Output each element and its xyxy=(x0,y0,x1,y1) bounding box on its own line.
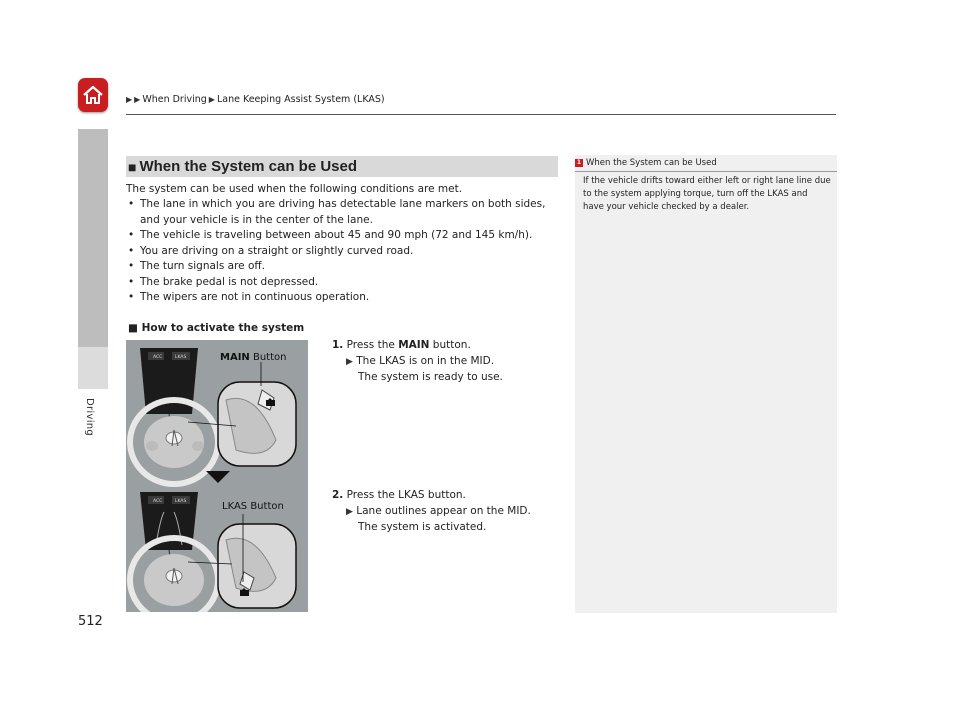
sidebar-note-box xyxy=(575,155,837,613)
chapter-label: Driving xyxy=(84,398,95,437)
chevron-right-icon: ▶ xyxy=(208,95,215,104)
breadcrumb-item-lkas[interactable]: Lane Keeping Assist System (LKAS) xyxy=(216,94,385,105)
header-divider xyxy=(126,114,836,115)
chevron-right-icon: ▶ xyxy=(134,95,141,104)
svg-text:ACC: ACC xyxy=(153,499,163,504)
list-item: • You are driving on a straight or slightly curved road. xyxy=(128,244,568,260)
svg-text:LKAS: LKAS xyxy=(175,499,187,504)
breadcrumb xyxy=(126,94,385,105)
conditions-list xyxy=(128,197,568,306)
list-item: • The lane in which you are driving has detectable lane markers on both sides, and your vehicle is in the center of the lane. xyxy=(128,197,568,228)
list-item: • The turn signals are off. xyxy=(128,259,568,275)
section-title: When the System can be Used xyxy=(139,158,358,175)
sub-heading: ■ How to activate the system xyxy=(128,322,305,334)
home-icon[interactable] xyxy=(78,78,108,112)
sidebar-divider xyxy=(575,171,837,172)
sidebar-title: 1 When the System can be Used xyxy=(576,158,717,168)
list-item: • The vehicle is traveling between about 45 and 90 mph (72 and 145 km/h). xyxy=(128,228,568,244)
section-header xyxy=(126,156,558,177)
lkas-button-callout: LKAS Button xyxy=(222,501,284,512)
svg-text:LKAS: LKAS xyxy=(175,355,187,360)
result-arrow-icon: ▶ xyxy=(346,506,353,517)
result-arrow-icon: ▶ xyxy=(346,356,353,367)
square-bullet-icon: ■ xyxy=(128,158,137,175)
chapter-tab-highlight xyxy=(78,347,108,389)
list-item: • The wipers are not in continuous operation. xyxy=(128,290,568,306)
sidebar-text: If the vehicle drifts toward either left or right lane line due to the system applying torque, turn off the LKAS and have your vehicle checked by a dealer. xyxy=(583,176,831,212)
page-number: 512 xyxy=(78,614,103,629)
step-1: 1. Press the MAIN button. ▶ The LKAS is on in the MID. The system is ready to use. xyxy=(332,339,503,383)
sub-heading-text: How to activate the system xyxy=(141,322,305,334)
note-marker-icon: 1 xyxy=(576,159,582,166)
breadcrumb-item-when-driving[interactable]: When Driving xyxy=(142,94,207,105)
lkas-illustration xyxy=(126,340,308,612)
step-2: 2. Press the LKAS button. ▶ Lane outlines appear on the MID. The system is activated. xyxy=(332,489,531,533)
chapter-tab[interactable] xyxy=(78,129,108,347)
list-item: • The brake pedal is not depressed. xyxy=(128,275,568,291)
main-button-callout: MAIN Button xyxy=(220,352,287,363)
svg-text:ACC: ACC xyxy=(153,355,163,360)
chevron-right-icon: ▶ xyxy=(126,95,133,104)
intro-text: The system can be used when the following conditions are met. xyxy=(126,183,463,195)
